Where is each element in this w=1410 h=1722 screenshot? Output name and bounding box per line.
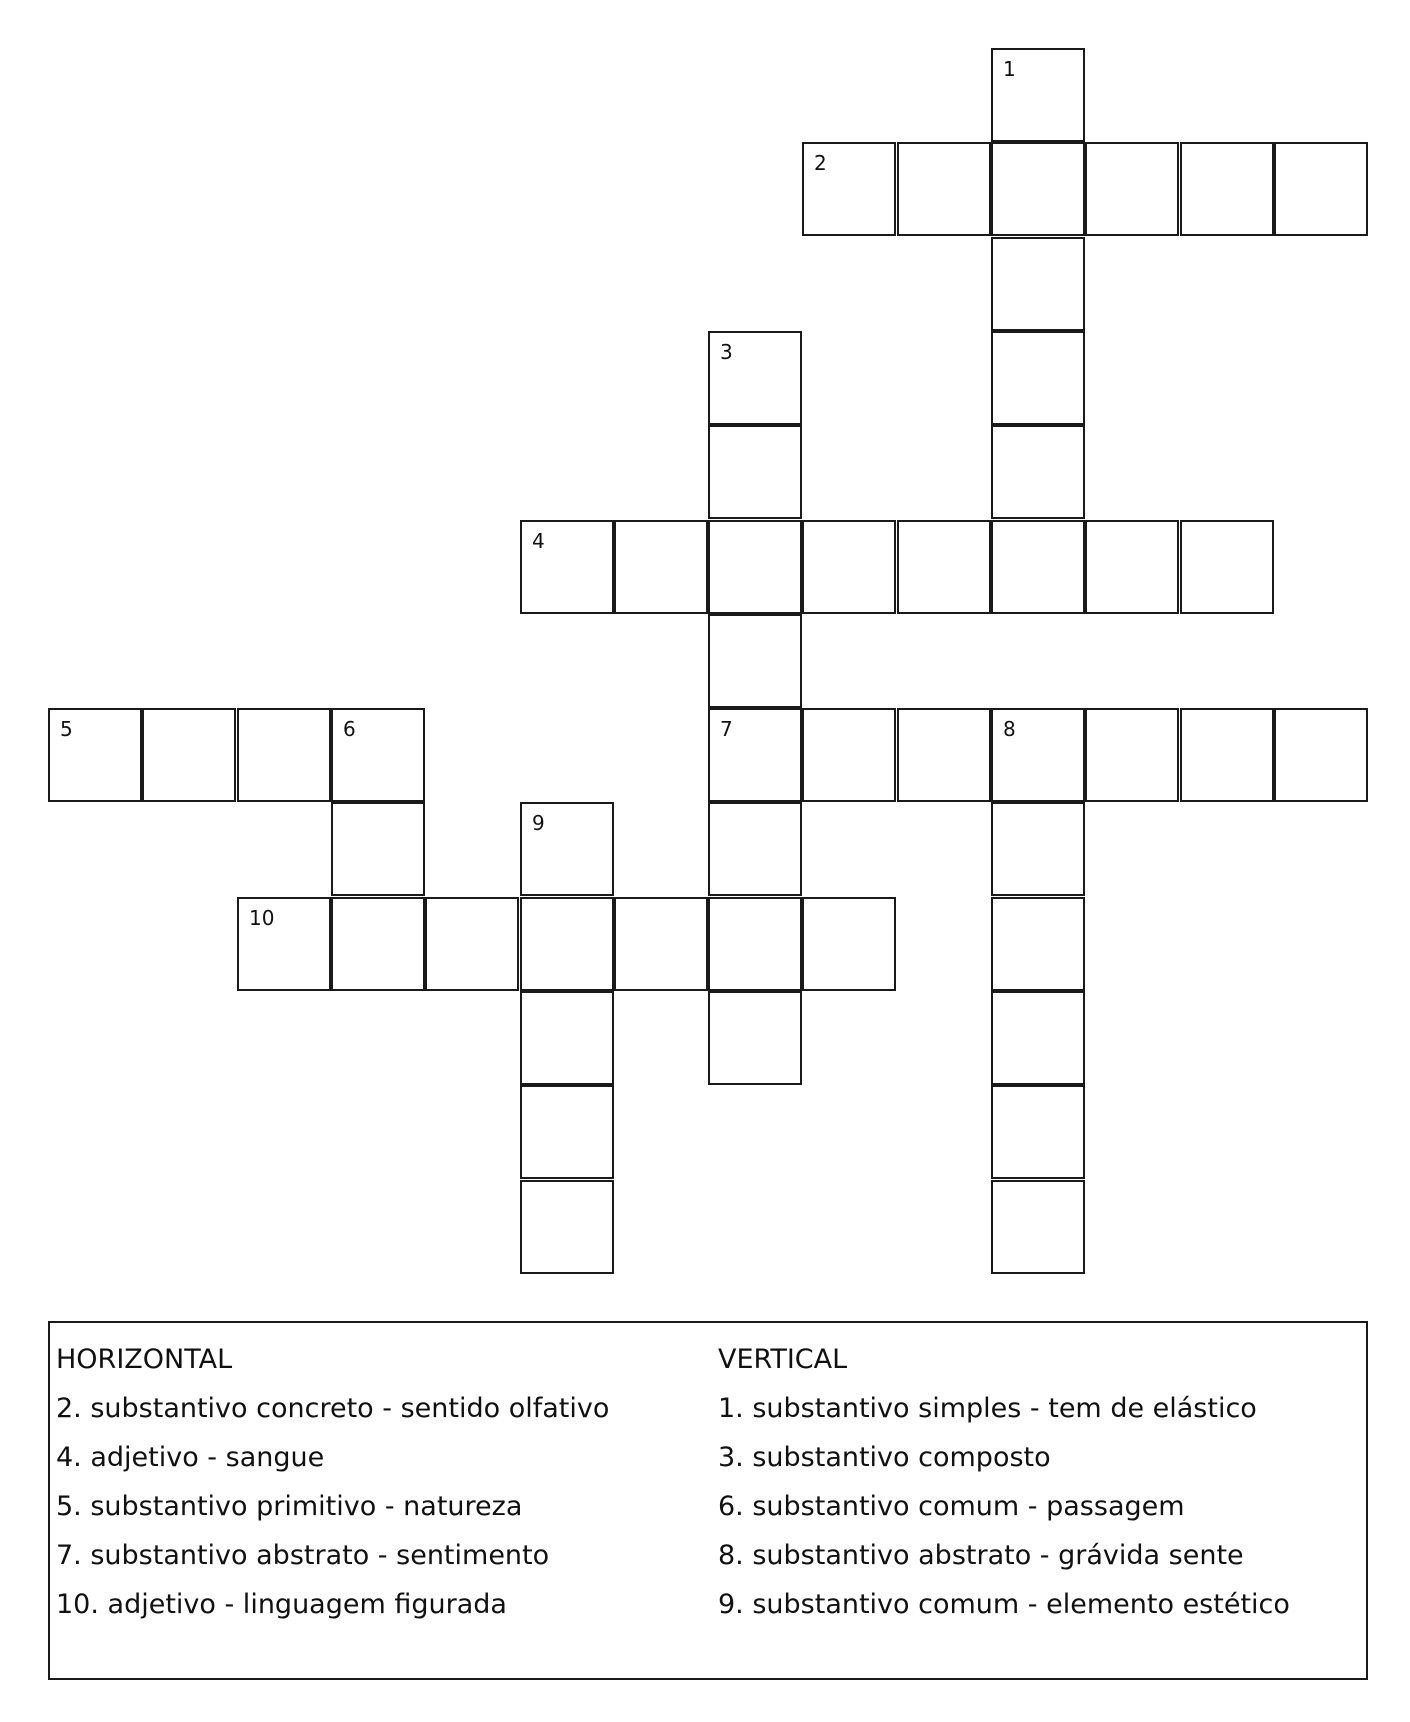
crossword-cell[interactable] [520,802,614,896]
horizontal-clue: 2. substantivo concreto - sentido olfativo [56,1393,610,1424]
clue-number: 10 [249,906,275,930]
clue-number: 1 [1003,57,1016,81]
crossword-cell[interactable] [897,520,991,614]
clue-number: 7 [720,717,733,741]
vertical-clue: 8. substantivo abstrato - grávida sente [718,1540,1244,1571]
clue-number: 2 [814,151,827,175]
crossword-cell[interactable] [708,897,802,991]
crossword-cell[interactable] [802,142,896,236]
crossword-cell[interactable] [708,331,802,425]
horizontal-clue: 4. adjetivo - sangue [56,1442,325,1473]
crossword-cell[interactable] [802,897,896,991]
crossword-cell[interactable] [520,897,614,991]
crossword-cell[interactable] [991,237,1085,331]
vertical-clue: 3. substantivo composto [718,1442,1051,1473]
crossword-cell[interactable] [331,802,425,896]
crossword-cell[interactable] [991,520,1085,614]
horizontal-heading: HORIZONTAL [56,1344,233,1375]
crossword-cell[interactable] [142,708,236,802]
crossword-cell[interactable] [520,991,614,1085]
crossword-cell[interactable] [520,1085,614,1179]
vertical-heading: VERTICAL [718,1344,848,1375]
crossword-cell[interactable] [708,425,802,519]
crossword-cell[interactable] [331,897,425,991]
horizontal-clues [56,1335,609,1629]
vertical-clue: 9. substantivo comum - elemento estético [718,1589,1290,1620]
crossword-cell[interactable] [897,142,991,236]
clues-box [48,1321,1368,1680]
horizontal-clue: 5. substantivo primitivo - natureza [56,1491,523,1522]
crossword-cell[interactable] [802,520,896,614]
crossword-cell[interactable] [520,1180,614,1274]
crossword-cell[interactable] [991,991,1085,1085]
crossword-cell[interactable] [991,425,1085,519]
crossword-cell[interactable] [897,708,991,802]
crossword-cell[interactable] [991,48,1085,142]
clue-number: 4 [532,529,545,553]
crossword-cell[interactable] [1085,142,1179,236]
crossword-cell[interactable] [991,1180,1085,1274]
crossword-cell[interactable] [614,520,708,614]
crossword-cell[interactable] [48,708,142,802]
crossword-cell[interactable] [708,520,802,614]
crossword-cell[interactable] [425,897,519,991]
clue-number: 9 [532,811,545,835]
clue-number: 6 [343,717,356,741]
crossword-cell[interactable] [802,708,896,802]
crossword-cell[interactable] [708,614,802,708]
crossword-cell[interactable] [708,991,802,1085]
horizontal-clue: 7. substantivo abstrato - sentimento [56,1540,550,1571]
crossword-cell[interactable] [237,897,331,991]
crossword-cell[interactable] [614,897,708,991]
crossword-cell[interactable] [1274,142,1368,236]
crossword-cell[interactable] [1274,708,1368,802]
crossword-cell[interactable] [991,331,1085,425]
crossword-cell[interactable] [1085,708,1179,802]
clue-number: 3 [720,340,733,364]
crossword-cell[interactable] [1180,142,1274,236]
crossword-cell[interactable] [708,708,802,802]
vertical-clue: 1. substantivo simples - tem de elástico [718,1393,1257,1424]
crossword-cell[interactable] [991,897,1085,991]
crossword-cell[interactable] [991,802,1085,896]
crossword-cell[interactable] [237,708,331,802]
horizontal-clue: 10. adjetivo - linguagem figurada [56,1589,507,1620]
crossword-cell[interactable] [331,708,425,802]
crossword-cell[interactable] [991,142,1085,236]
vertical-clue: 6. substantivo comum - passagem [718,1491,1185,1522]
crossword-cell[interactable] [1085,520,1179,614]
clue-number: 5 [60,717,73,741]
clue-number: 8 [1003,717,1016,741]
crossword-cell[interactable] [991,1085,1085,1179]
vertical-clues [718,1335,1290,1629]
crossword-cell[interactable] [991,708,1085,802]
crossword-cell[interactable] [520,520,614,614]
crossword-cell[interactable] [708,802,802,896]
crossword-cell[interactable] [1180,708,1274,802]
crossword-cell[interactable] [1180,520,1274,614]
